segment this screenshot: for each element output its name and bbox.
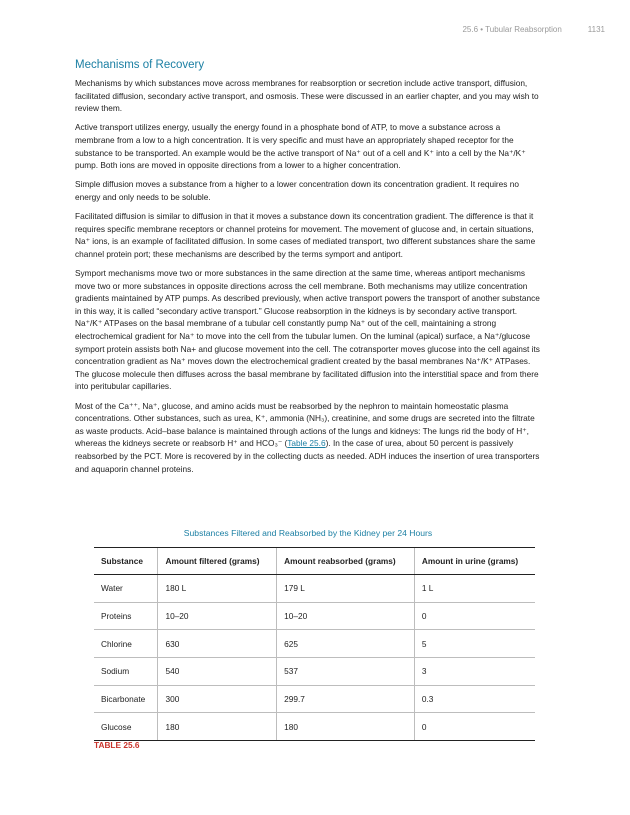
page-number: 1131 [587,25,605,34]
table-cell: 3 [414,658,535,686]
paragraph-symport-antiport: Symport mechanisms move two or more substances in the same direction at the same time, whereas antiport mechanisms move two or more substances in opposite directions across the cell membrane. Both mechanisms may utilize concentration gradients maintained by ATP pumps. As described previously, when active transport powers the transport of another substance in this way, it is called “secondary active transport.” Glucose reabsorption in the kidneys is by secondary active transport. Na⁺/K⁺ ATPases on the basal membrane of a tubular cell constantly pump Na⁺ out of the cell, maintaining a strong electrochemical gradient for Na⁺ to move into the cell from the tubular lumen. On the luminal (apical) surface, a Na⁺/glucose symport protein assists both Na+ and glucose movement into the cell. The cotransporter moves glucose into the cell against its concentration gradient as Na⁺ moves down the electrochemical gradient created by the basal membranes Na⁺/K⁺ ATPases. The glucose molecule then diffuses across the basal membrane by facilitated diffusion into the interstitial space and from there into peritubular capillaries. [75,268,540,392]
table-row [94,630,535,658]
running-head [462,25,605,34]
table-cell: 1 L [414,575,535,603]
table-cell: Bicarbonate [94,685,158,713]
table-row [94,713,535,741]
table-cell: 0 [414,602,535,630]
header-amount-reabsorbed: Amount reabsorbed (grams) [277,548,415,575]
paragraph-active-transport: Active transport utilizes energy, usually the energy found in a phosphate bond of ATP, to move a substance across a membrane from a low to a high concentration. It is very specific and must have an appropriately shaped receptor for the substance to be transported. An example would be the active transport of Na⁺ out of a cell and K⁺ into a cell by the Na⁺/K⁺ pump. Both ions are moved in opposite directions from a lower to a higher concentration. [75,122,526,171]
table-cell: 179 L [277,575,415,603]
table-cell: Chlorine [94,630,158,658]
table-cell: 299.7 [277,685,415,713]
table-cell: 5 [414,630,535,658]
table-cell: 630 [158,630,277,658]
table-row [94,575,535,603]
paragraph-transport-mechanisms: Mechanisms by which substances move across membranes for reabsorption or secretion include active transport, diffusion, facilitated diffusion, secondary active transport, and osmosis. These were discussed in an earlier chapter, and you may wish to review them. [75,78,539,114]
paragraph-facilitated-diffusion: Facilitated diffusion is similar to diffusion in that it moves a substance down its concentration gradient. The difference is that it requires specific membrane receptors or channel proteins for movement. The movement of glucose and, in certain situations, Na⁺ ions, is an example of facilitated diffusion. In some cases of mediated transport, two different substances share the same channel protein port; these mechanisms are described by the terms symport and antiport. [75,211,536,259]
main-content [75,59,541,475]
table-cell: 0 [414,713,535,741]
header-amount-filtered: Amount filtered (grams) [158,548,277,575]
table-row [94,658,535,686]
paragraph-simple-diffusion: Simple diffusion moves a substance from a higher to a lower concentration down its concentration gradient. It requires no energy and only needs to be soluble. [75,179,519,202]
table-cell: Glucose [94,713,158,741]
paragraph-text-part: ). In the case of urea, about 50 percent is passively reabsorbed by the PCT. More is recovered by in the collecting ducts as needed. ADH induces the insertion of urea transporters and aquaporin channel proteins. [75,438,540,474]
paragraph-reabsorption [75,400,541,476]
table-cell: 0.3 [414,685,535,713]
header-amount-urine: Amount in urine (grams) [414,548,535,575]
table-cell: 300 [158,685,277,713]
table-cell: 180 [158,713,277,741]
table-label: TABLE 25.6 [94,740,140,750]
table-caption: Substances Filtered and Reabsorbed by the Kidney per 24 Hours [183,528,433,538]
section-title: Mechanisms of Recovery [75,59,205,71]
table-cell: 180 L [158,575,277,603]
table-cell: Proteins [94,602,158,630]
paragraph-text-part: Most of the Ca⁺⁺, Na⁺, glucose, and amino acids must be reabsorbed by the nephron to maintain homeostatic plasma concentrations. Other substances, such as urea, K⁺, ammonia (NH₃), creatinine, and some drugs are secreted into the filtrate as waste products. Acid–base balance is maintained through actions of the lungs and kidneys: The lungs rid the body of H⁺, whereas the kidneys secrete or reabsorb H⁺ and HCO₃⁻ ( [75,400,535,449]
table-cell: 180 [277,713,415,741]
table-cell: Sodium [94,658,158,686]
table-cell: 10–20 [158,602,277,630]
header-substance: Substance [94,548,158,575]
table-cell: Water [94,575,158,603]
table-row [94,685,535,713]
table-link[interactable]: Table 25.6 [287,438,326,449]
substances-table [94,547,535,741]
table-header-row [94,548,535,575]
table-row [94,602,535,630]
table-cell: 625 [277,630,415,658]
running-head-section: 25.6 • Tubular Reabsorption [462,25,562,34]
table-cell: 540 [158,658,277,686]
table-cell: 10–20 [277,602,415,630]
table-cell: 537 [277,658,415,686]
